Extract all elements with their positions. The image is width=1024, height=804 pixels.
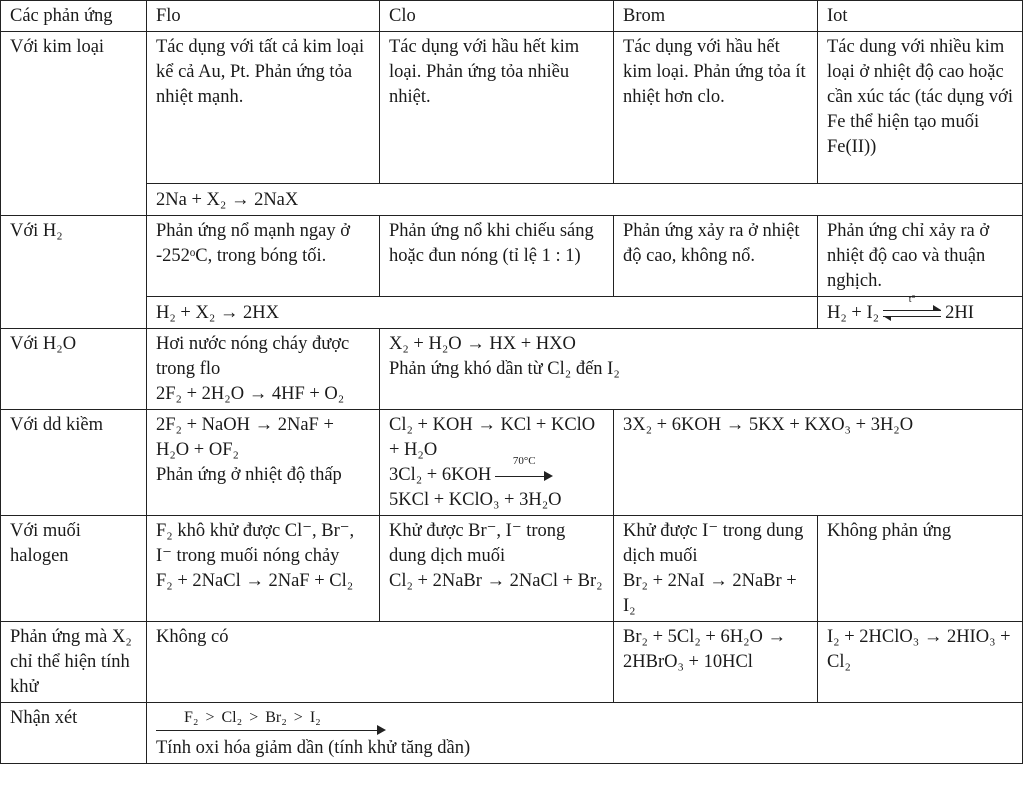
water-flo-equation: 2F₂ + 2H₂O → 4HF + O₂ <box>156 384 345 404</box>
hydrogen-flo: Phản ứng nổ mạnh ngay ở -252ᵒC, trong bóng tối. <box>147 216 380 297</box>
order-arrow-head-icon <box>377 725 386 735</box>
header-reactions: Các phản ứng <box>1 1 147 32</box>
salt-row <box>1 516 1023 622</box>
summary-label: Nhận xét <box>1 703 147 764</box>
metal-row <box>1 32 1023 184</box>
base-label: Với dd kiềm <box>1 410 147 516</box>
hi-eq-condition: t° <box>908 293 916 305</box>
reducing-brom: Br₂ + 5Cl₂ + 6H₂O → 2HBrO₃ + 10HCl <box>614 622 818 703</box>
header-flo: Flo <box>147 1 380 32</box>
metal-brom: Tác dụng với hầu hết kim loại. Phản ứng tỏa ít nhiệt hơn clo. <box>614 32 818 184</box>
reducing-flo-clo: Không có <box>147 622 614 703</box>
hydrogen-equation: H₂ + X₂ → 2HX <box>147 297 818 329</box>
hydrogen-iot-equation <box>818 293 1023 329</box>
salt-brom <box>614 516 818 622</box>
salt-clo-text: Khử được Br⁻, I⁻ trong dung dịch muối <box>389 521 566 566</box>
water-flo-text: Hơi nước nóng cháy được trong flo <box>156 334 350 379</box>
salt-label: Với muối halogen <box>1 516 147 622</box>
water-label: Với H₂O <box>1 329 147 410</box>
reducing-iot: I₂ + 2HClO₃ → 2HIO₃ + Cl₂ <box>818 622 1023 703</box>
salt-brom-text: Khử được I⁻ trong dung dịch muối <box>623 521 804 566</box>
base-clo-hot-condition: 70°C <box>512 454 536 467</box>
metal-equation-row <box>1 184 1023 216</box>
summary-content <box>147 703 1023 764</box>
metal-label: Với kim loại <box>1 32 147 216</box>
base-clo-equation-hot <box>389 454 604 513</box>
reducing-row <box>1 622 1023 703</box>
salt-iot: Không phản ứng <box>818 516 1023 622</box>
equilibrium-arrow-icon <box>883 293 941 322</box>
metal-iot: Tác dung với nhiều kim loại ở nhiệt độ cao hoặc cần xúc tác (tác dụng với Fe thể hiện tạo muối Fe(II)) <box>818 32 1023 184</box>
hydrogen-label: Với H₂ <box>1 216 147 329</box>
reducing-label: Phản ứng mà X₂ chỉ thể hiện tính khử <box>1 622 147 703</box>
base-clo <box>380 410 614 516</box>
water-row <box>1 329 1023 410</box>
salt-flo-equation: F₂ + 2NaCl → 2NaF + Cl₂ <box>156 571 354 591</box>
salt-clo-equation: Cl₂ + 2NaBr → 2NaCl + Br₂ <box>389 571 603 591</box>
oxidizing-order-sequence: F₂ > Cl₂ > Br₂ > I₂ <box>184 709 321 726</box>
header-iot: Iot <box>818 1 1023 32</box>
salt-clo <box>380 516 614 622</box>
base-clo-equation-cold: Cl₂ + KOH → KCl + KClO + H₂O <box>389 415 596 460</box>
hi-eq-left: H₂ + I₂ <box>827 303 880 323</box>
salt-brom-equation: Br₂ + 2NaI → 2NaBr + I₂ <box>623 571 797 616</box>
base-flo-note: Phản ứng ở nhiệt độ thấp <box>156 465 342 485</box>
hydrogen-equation-row <box>1 297 1023 329</box>
base-brom-iot: 3X₂ + 6KOH → 5KX + KXO₃ + 3H₂O <box>614 410 1023 516</box>
order-arrow-icon <box>156 730 381 731</box>
header-clo: Clo <box>380 1 614 32</box>
water-flo <box>147 329 380 410</box>
reaction-arrow-icon <box>495 454 553 483</box>
oxidizing-order <box>156 706 1013 736</box>
hydrogen-clo: Phản ứng nổ khi chiếu sáng hoặc đun nóng (tỉ lệ 1 : 1) <box>380 216 614 297</box>
metal-clo: Tác dụng với hầu hết kim loại. Phản ứng tỏa nhiều nhiệt. <box>380 32 614 184</box>
hydrogen-brom: Phản ứng xảy ra ở nhiệt độ cao, không nổ. <box>614 216 818 297</box>
header-row <box>1 1 1023 32</box>
metal-flo: Tác dụng với tất cả kim loại kể cả Au, Pt. Phản ứng tỏa nhiệt mạnh. <box>147 32 380 184</box>
water-others <box>380 329 1023 410</box>
base-row <box>1 410 1023 516</box>
metal-equation: 2Na + X₂ → 2NaX <box>147 184 1023 216</box>
hydrogen-iot: Phản ứng chỉ xảy ra ở nhiệt độ cao và thuận nghịch. <box>818 216 1023 297</box>
summary-row <box>1 703 1023 764</box>
base-clo-hot-left: 3Cl₂ + 6KOH <box>389 465 492 485</box>
header-brom: Brom <box>614 1 818 32</box>
summary-text: Tính oxi hóa giảm dần (tính khử tăng dần) <box>156 738 471 758</box>
hydrogen-row <box>1 216 1023 297</box>
base-clo-hot-right: 5KCl + KClO₃ + 3H₂O <box>389 490 562 510</box>
salt-flo <box>147 516 380 622</box>
base-flo <box>147 410 380 516</box>
water-note: Phản ứng khó dần từ Cl₂ đến I₂ <box>389 359 620 379</box>
hi-eq-right: 2HI <box>945 303 974 323</box>
water-general-equation: X₂ + H₂O → HX + HXO <box>389 334 576 354</box>
base-flo-equation: 2F₂ + NaOH → 2NaF + H₂O + OF₂ <box>156 415 334 460</box>
salt-flo-text: F₂ khô khử được Cl⁻, Br⁻, I⁻ trong muối nóng chảy <box>156 521 355 566</box>
